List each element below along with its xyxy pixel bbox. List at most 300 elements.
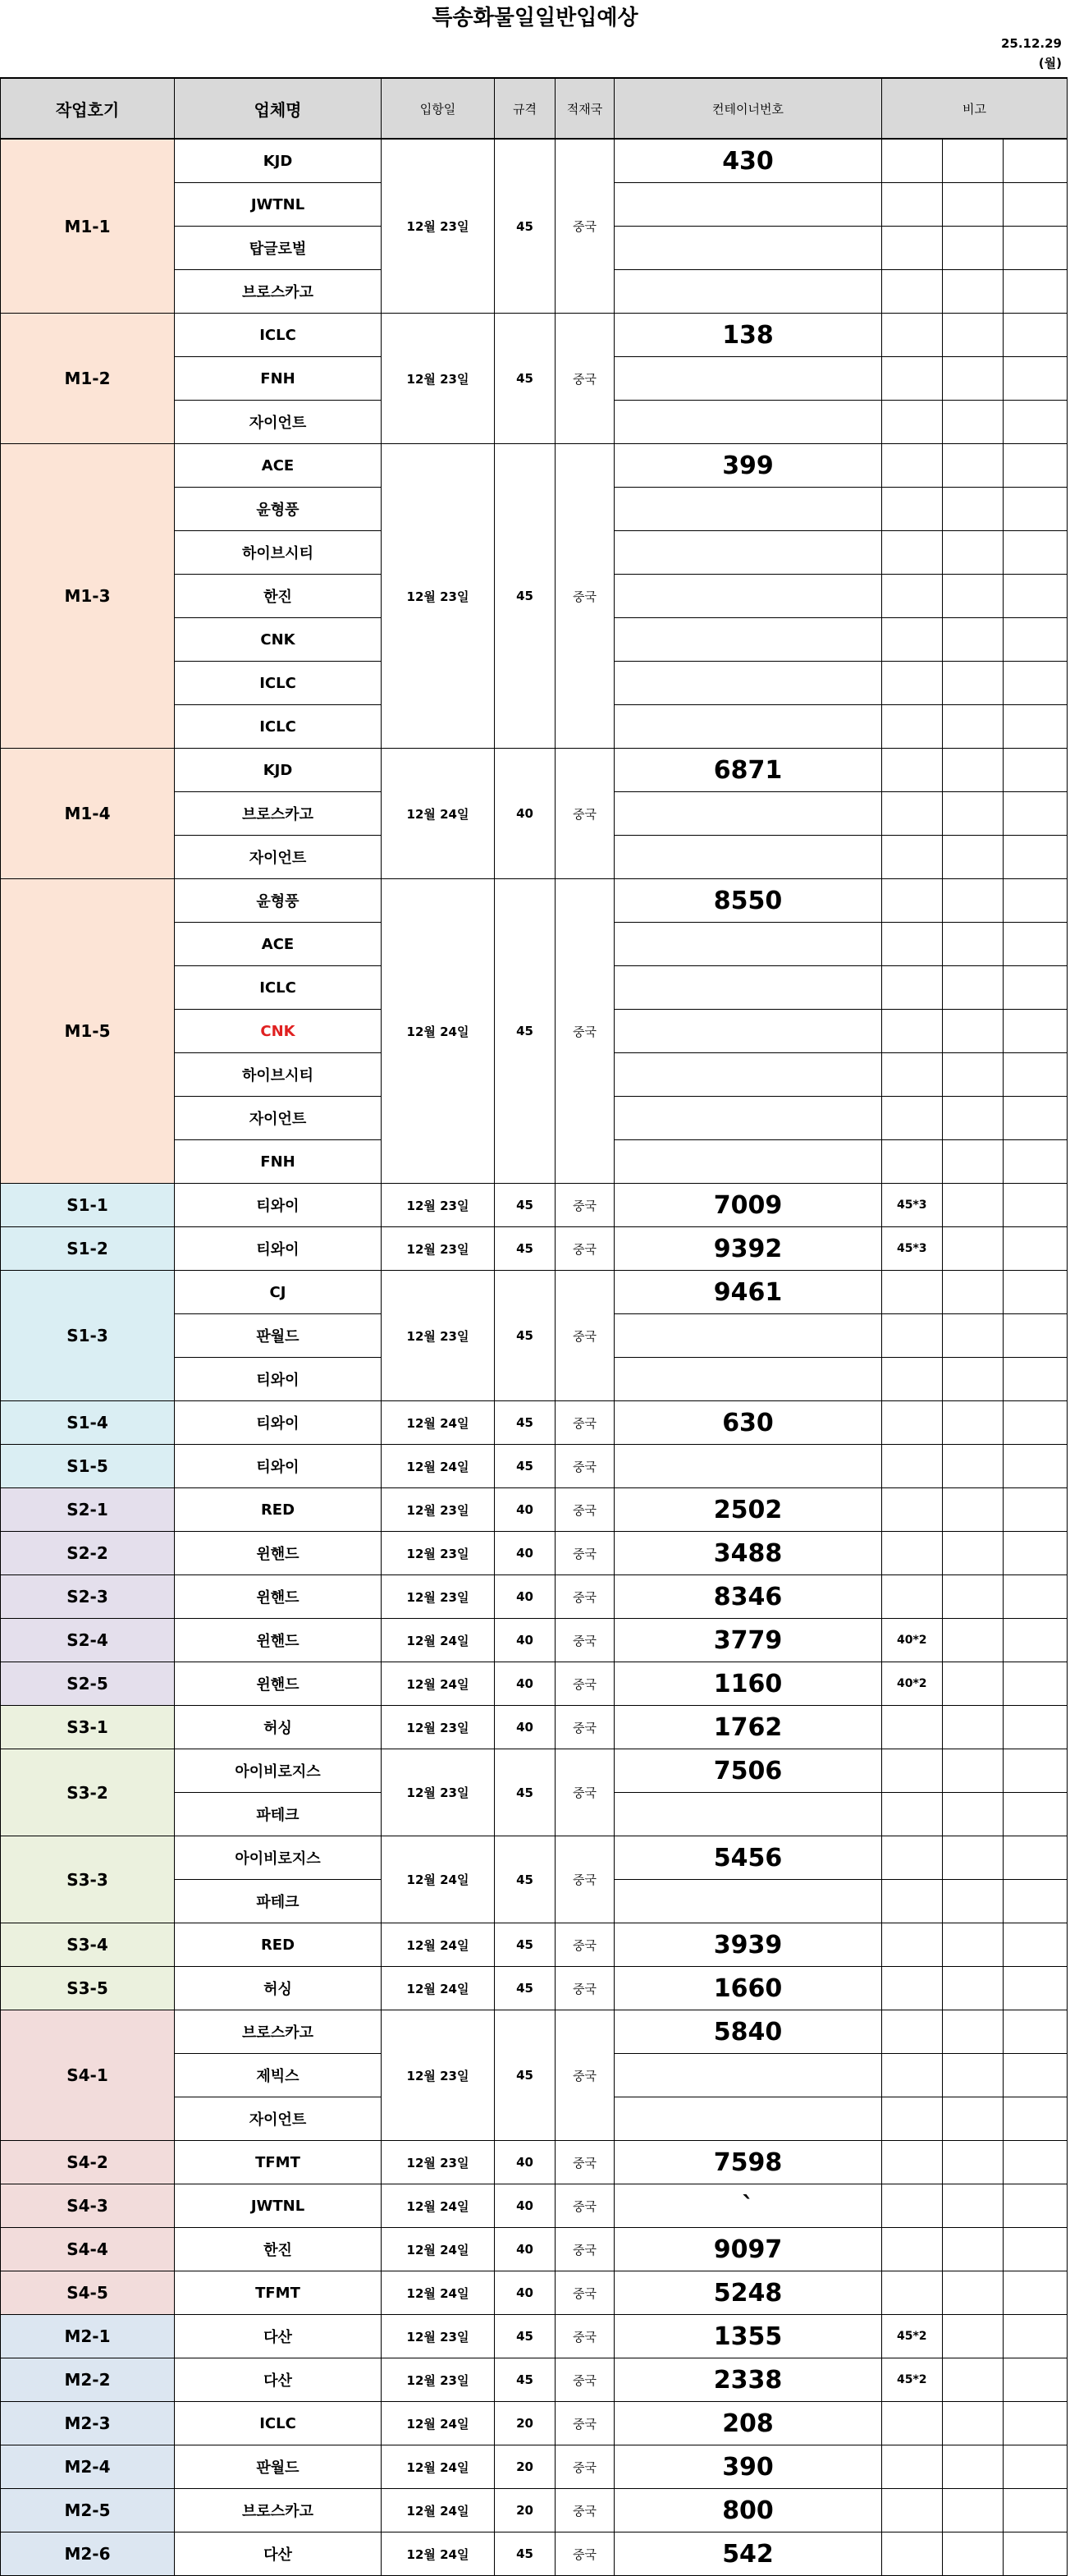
country-cell: 중국 — [556, 1706, 615, 1749]
remark-cell-2 — [943, 1923, 1004, 1967]
size-cell: 45 — [495, 2010, 556, 2141]
company-cell: ACE — [175, 923, 382, 966]
size-cell: 45 — [495, 314, 556, 444]
container-number-cell — [615, 836, 882, 879]
company-cell: 파테크 — [175, 1880, 382, 1923]
remark-cell — [882, 1358, 943, 1401]
header-remarks: 비고 — [882, 78, 1068, 139]
work-unit-cell: S4-2 — [1, 2141, 175, 2184]
remark-cell-3 — [1004, 1053, 1068, 1097]
table-row — [1, 2532, 1068, 2576]
remark-cell-3 — [1004, 1010, 1068, 1053]
company-cell: CNK — [175, 618, 382, 662]
company-cell: FNH — [175, 1140, 382, 1184]
table-row — [1, 314, 1068, 357]
remark-cell — [882, 836, 943, 879]
work-unit-cell: S3-3 — [1, 1836, 175, 1923]
remark-cell — [882, 444, 943, 488]
remark-cell-2 — [943, 2010, 1004, 2054]
arrival-date-cell: 12월 24일 — [382, 879, 495, 1184]
company-cell: 허싱 — [175, 1967, 382, 2010]
company-cell: FNH — [175, 357, 382, 401]
container-number-cell — [615, 183, 882, 227]
remark-cell-3 — [1004, 749, 1068, 792]
size-cell: 45 — [495, 2315, 556, 2358]
remark-cell-3 — [1004, 139, 1068, 183]
container-number-cell — [615, 792, 882, 836]
arrival-date-cell: 12월 24일 — [382, 2271, 495, 2315]
container-number-cell — [615, 1053, 882, 1097]
remark-cell — [882, 792, 943, 836]
container-number-cell: 399 — [615, 444, 882, 488]
remark-cell — [882, 531, 943, 575]
company-cell: JWTNL — [175, 183, 382, 227]
size-cell: 45 — [495, 444, 556, 749]
remark-cell-2 — [943, 1662, 1004, 1706]
remark-cell — [882, 488, 943, 531]
work-unit-cell: M2-2 — [1, 2358, 175, 2402]
work-unit-cell: S1-2 — [1, 1227, 175, 1271]
remark-cell-2 — [943, 1314, 1004, 1358]
country-cell: 중국 — [556, 879, 615, 1184]
work-unit-cell: M1-3 — [1, 444, 175, 749]
company-cell: 파테크 — [175, 1793, 382, 1836]
remark-cell-3 — [1004, 618, 1068, 662]
remark-cell-3 — [1004, 1619, 1068, 1662]
arrival-date-cell: 12월 23일 — [382, 1706, 495, 1749]
remark-cell — [882, 314, 943, 357]
arrival-date-cell: 12월 24일 — [382, 1967, 495, 2010]
table-row — [1, 2141, 1068, 2184]
remark-cell-3 — [1004, 2228, 1068, 2271]
remark-cell-3 — [1004, 183, 1068, 227]
container-number-cell: 138 — [615, 314, 882, 357]
country-cell: 중국 — [556, 444, 615, 749]
company-cell: 자이언트 — [175, 1097, 382, 1140]
country-cell: 중국 — [556, 2271, 615, 2315]
remark-cell-3 — [1004, 357, 1068, 401]
container-number-cell — [615, 662, 882, 705]
header-size: 규격 — [495, 78, 556, 139]
work-unit-cell: S3-5 — [1, 1967, 175, 2010]
remark-cell — [882, 662, 943, 705]
country-cell: 중국 — [556, 1749, 615, 1836]
company-cell: 브로스카고 — [175, 270, 382, 314]
arrival-date-cell: 12월 23일 — [382, 139, 495, 314]
company-cell: 자이언트 — [175, 836, 382, 879]
container-number-cell — [615, 1010, 882, 1053]
remark-cell-3 — [1004, 1749, 1068, 1793]
container-number-cell — [615, 575, 882, 618]
work-unit-cell: S2-3 — [1, 1575, 175, 1619]
table-row — [1, 139, 1068, 183]
container-number-cell: 9392 — [615, 1227, 882, 1271]
arrival-date-cell: 12월 24일 — [382, 749, 495, 879]
size-cell: 20 — [495, 2402, 556, 2445]
container-number-cell — [615, 357, 882, 401]
table-row — [1, 1271, 1068, 1314]
table-row — [1, 444, 1068, 488]
remark-cell-3 — [1004, 227, 1068, 270]
country-cell: 중국 — [556, 2402, 615, 2445]
company-cell: 아이비로지스 — [175, 1749, 382, 1793]
remark-cell-2 — [943, 2271, 1004, 2315]
arrival-date-cell: 12월 23일 — [382, 444, 495, 749]
size-cell: 45 — [495, 879, 556, 1184]
company-cell: RED — [175, 1923, 382, 1967]
size-cell: 20 — [495, 2489, 556, 2532]
container-number-cell — [615, 531, 882, 575]
container-number-cell: 7506 — [615, 1749, 882, 1793]
remark-cell-2 — [943, 139, 1004, 183]
remark-cell — [882, 1706, 943, 1749]
remark-cell: 45*2 — [882, 2315, 943, 2358]
remark-cell-3 — [1004, 2402, 1068, 2445]
remark-cell-2 — [943, 1184, 1004, 1227]
remark-cell-2 — [943, 2097, 1004, 2141]
size-cell: 40 — [495, 749, 556, 879]
arrival-date-cell: 12월 24일 — [382, 1619, 495, 1662]
work-unit-cell: S2-1 — [1, 1488, 175, 1532]
remark-cell-3 — [1004, 2489, 1068, 2532]
remark-cell — [882, 879, 943, 923]
remark-cell-2 — [943, 488, 1004, 531]
remark-cell — [882, 2054, 943, 2097]
work-unit-cell: M2-5 — [1, 2489, 175, 2532]
company-cell: 윈핸드 — [175, 1662, 382, 1706]
work-unit-cell: S2-2 — [1, 1532, 175, 1575]
country-cell: 중국 — [556, 2532, 615, 2576]
report-date: 25.12.29 — [1000, 36, 1062, 51]
remark-cell — [882, 139, 943, 183]
remark-cell — [882, 618, 943, 662]
remark-cell — [882, 1923, 943, 1967]
company-cell: ICLC — [175, 2402, 382, 2445]
table-row — [1, 1488, 1068, 1532]
company-cell: 윈핸드 — [175, 1575, 382, 1619]
remark-cell-2 — [943, 792, 1004, 836]
remark-cell-3 — [1004, 1836, 1068, 1880]
container-number-cell — [615, 1358, 882, 1401]
arrival-table — [0, 77, 1068, 2576]
remark-cell-2 — [943, 1749, 1004, 1793]
company-cell: 브로스카고 — [175, 792, 382, 836]
country-cell: 중국 — [556, 1271, 615, 1401]
remark-cell-3 — [1004, 444, 1068, 488]
table-row — [1, 1923, 1068, 1967]
arrival-date-cell: 12월 24일 — [382, 1836, 495, 1923]
container-number-cell: 1762 — [615, 1706, 882, 1749]
country-cell: 중국 — [556, 2489, 615, 2532]
arrival-date-cell: 12월 24일 — [382, 2532, 495, 2576]
size-cell: 45 — [495, 1184, 556, 1227]
arrival-date-cell: 12월 23일 — [382, 1227, 495, 1271]
container-number-cell: 390 — [615, 2445, 882, 2489]
table-row — [1, 1227, 1068, 1271]
remark-cell-3 — [1004, 1097, 1068, 1140]
remark-cell — [882, 1488, 943, 1532]
size-cell: 45 — [495, 1401, 556, 1445]
table-row — [1, 749, 1068, 792]
remark-cell-2 — [943, 1836, 1004, 1880]
arrival-date-cell: 12월 24일 — [382, 1445, 495, 1488]
remark-cell — [882, 2141, 943, 2184]
remark-cell-2 — [943, 2532, 1004, 2576]
remark-cell-2 — [943, 575, 1004, 618]
remark-cell — [882, 1140, 943, 1184]
company-cell: 하이브시티 — [175, 1053, 382, 1097]
work-unit-cell: M1-4 — [1, 749, 175, 879]
size-cell: 45 — [495, 1271, 556, 1401]
container-number-cell: 2338 — [615, 2358, 882, 2402]
company-cell: KJD — [175, 139, 382, 183]
remark-cell-2 — [943, 2184, 1004, 2228]
container-number-cell — [615, 270, 882, 314]
remark-cell-3 — [1004, 1140, 1068, 1184]
remark-cell-2 — [943, 1053, 1004, 1097]
remark-cell — [882, 1314, 943, 1358]
container-number-cell: 5456 — [615, 1836, 882, 1880]
table-row — [1, 1445, 1068, 1488]
remark-cell-3 — [1004, 1227, 1068, 1271]
country-cell: 중국 — [556, 2315, 615, 2358]
work-unit-cell: S2-4 — [1, 1619, 175, 1662]
remark-cell-3 — [1004, 2358, 1068, 2402]
country-cell: 중국 — [556, 1967, 615, 2010]
arrival-date-cell: 12월 24일 — [382, 2445, 495, 2489]
container-number-cell — [615, 2097, 882, 2141]
remark-cell — [882, 966, 943, 1010]
remark-cell-3 — [1004, 2315, 1068, 2358]
size-cell: 45 — [495, 2532, 556, 2576]
size-cell: 40 — [495, 1706, 556, 1749]
remark-cell-2 — [943, 1967, 1004, 2010]
container-number-cell: 8346 — [615, 1575, 882, 1619]
arrival-date-cell: 12월 23일 — [382, 1184, 495, 1227]
size-cell: 45 — [495, 1923, 556, 1967]
company-cell: 탑글로벌 — [175, 227, 382, 270]
table-row — [1, 2402, 1068, 2445]
remark-cell — [882, 1401, 943, 1445]
country-cell: 중국 — [556, 1488, 615, 1532]
remark-cell-3 — [1004, 662, 1068, 705]
country-cell: 중국 — [556, 1575, 615, 1619]
table-row — [1, 2489, 1068, 2532]
remark-cell-3 — [1004, 1706, 1068, 1749]
arrival-date-cell: 12월 24일 — [382, 2402, 495, 2445]
container-number-cell: 800 — [615, 2489, 882, 2532]
remark-cell-2 — [943, 923, 1004, 966]
company-cell: 자이언트 — [175, 2097, 382, 2141]
company-cell: ICLC — [175, 705, 382, 749]
work-unit-cell: S1-5 — [1, 1445, 175, 1488]
company-cell: CJ — [175, 1271, 382, 1314]
remark-cell-3 — [1004, 1532, 1068, 1575]
country-cell: 중국 — [556, 2358, 615, 2402]
work-unit-cell: S4-4 — [1, 2228, 175, 2271]
remark-cell-3 — [1004, 2097, 1068, 2141]
table-row — [1, 1967, 1068, 2010]
remark-cell-2 — [943, 314, 1004, 357]
remark-cell — [882, 575, 943, 618]
remark-cell-2 — [943, 1880, 1004, 1923]
container-number-cell: 630 — [615, 1401, 882, 1445]
remark-cell-2 — [943, 2141, 1004, 2184]
remark-cell-2 — [943, 1793, 1004, 1836]
container-number-cell: 9461 — [615, 1271, 882, 1314]
header-container-no: 컨테이너번호 — [615, 78, 882, 139]
remark-cell-3 — [1004, 1358, 1068, 1401]
container-number-cell — [615, 923, 882, 966]
remark-cell — [882, 183, 943, 227]
work-unit-cell: S4-5 — [1, 2271, 175, 2315]
remark-cell — [882, 357, 943, 401]
country-cell: 중국 — [556, 2184, 615, 2228]
table-row — [1, 2358, 1068, 2402]
remark-cell-2 — [943, 2228, 1004, 2271]
country-cell: 중국 — [556, 1619, 615, 1662]
remark-cell-2 — [943, 1358, 1004, 1401]
remark-cell-2 — [943, 531, 1004, 575]
container-number-cell — [615, 1445, 882, 1488]
remark-cell-3 — [1004, 1575, 1068, 1619]
remark-cell — [882, 2402, 943, 2445]
company-cell: 브로스카고 — [175, 2489, 382, 2532]
country-cell: 중국 — [556, 2445, 615, 2489]
remark-cell-3 — [1004, 1184, 1068, 1227]
arrival-date-cell: 12월 23일 — [382, 2010, 495, 2141]
arrival-date-cell: 12월 23일 — [382, 2141, 495, 2184]
remark-cell-2 — [943, 401, 1004, 444]
company-cell: ACE — [175, 444, 382, 488]
remark-cell-3 — [1004, 1401, 1068, 1445]
remark-cell-3 — [1004, 1445, 1068, 1488]
country-cell: 중국 — [556, 2228, 615, 2271]
country-cell: 중국 — [556, 2141, 615, 2184]
remark-cell-2 — [943, 966, 1004, 1010]
table-row — [1, 2010, 1068, 2054]
remark-cell-3 — [1004, 792, 1068, 836]
country-cell: 중국 — [556, 1532, 615, 1575]
container-number-cell: 430 — [615, 139, 882, 183]
remark-cell — [882, 1445, 943, 1488]
remark-cell-2 — [943, 2489, 1004, 2532]
company-cell: 윤형풍 — [175, 488, 382, 531]
container-number-cell: 7009 — [615, 1184, 882, 1227]
container-number-cell — [615, 705, 882, 749]
container-number-cell: 5840 — [615, 2010, 882, 2054]
remark-cell-2 — [943, 1010, 1004, 1053]
remark-cell-3 — [1004, 488, 1068, 531]
company-cell: 아이비로지스 — [175, 1836, 382, 1880]
remark-cell-3 — [1004, 1880, 1068, 1923]
company-cell: 다산 — [175, 2532, 382, 2576]
table-row — [1, 1749, 1068, 1793]
remark-cell-3 — [1004, 1488, 1068, 1532]
remark-cell-3 — [1004, 1271, 1068, 1314]
arrival-date-cell: 12월 24일 — [382, 2184, 495, 2228]
remark-cell: 45*2 — [882, 2358, 943, 2402]
container-number-cell: 6871 — [615, 749, 882, 792]
remark-cell — [882, 401, 943, 444]
company-cell: 윤형풍 — [175, 879, 382, 923]
company-cell: ICLC — [175, 662, 382, 705]
remark-cell — [882, 2489, 943, 2532]
country-cell: 중국 — [556, 314, 615, 444]
remark-cell — [882, 1271, 943, 1314]
remark-cell — [882, 923, 943, 966]
remark-cell-2 — [943, 1271, 1004, 1314]
container-number-cell: ` — [615, 2184, 882, 2228]
company-cell: 티와이 — [175, 1401, 382, 1445]
size-cell: 40 — [495, 1619, 556, 1662]
remark-cell-3 — [1004, 531, 1068, 575]
header-work-unit: 작업호기 — [1, 78, 175, 139]
remark-cell-2 — [943, 2358, 1004, 2402]
company-cell: 브로스카고 — [175, 2010, 382, 2054]
remark-cell-2 — [943, 444, 1004, 488]
remark-cell-2 — [943, 879, 1004, 923]
container-number-cell: 8550 — [615, 879, 882, 923]
container-number-cell — [615, 966, 882, 1010]
company-cell: 제빅스 — [175, 2054, 382, 2097]
remark-cell — [882, 2271, 943, 2315]
remark-cell-2 — [943, 1488, 1004, 1532]
header-country: 적재국 — [556, 78, 615, 139]
remark-cell-2 — [943, 2315, 1004, 2358]
table-row — [1, 1706, 1068, 1749]
remark-cell-3 — [1004, 575, 1068, 618]
remark-cell: 40*2 — [882, 1619, 943, 1662]
remark-cell-3 — [1004, 2184, 1068, 2228]
remark-cell-3 — [1004, 1662, 1068, 1706]
work-unit-cell: M2-4 — [1, 2445, 175, 2489]
company-cell: KJD — [175, 749, 382, 792]
work-unit-cell: S3-2 — [1, 1749, 175, 1836]
size-cell: 40 — [495, 1532, 556, 1575]
arrival-date-cell: 12월 23일 — [382, 314, 495, 444]
remark-cell-2 — [943, 1227, 1004, 1271]
work-unit-cell: M1-1 — [1, 139, 175, 314]
remark-cell — [882, 270, 943, 314]
container-number-cell: 1355 — [615, 2315, 882, 2358]
table-row — [1, 2315, 1068, 2358]
page-title: 특송화물일일반입예상 — [432, 6, 638, 30]
remark-cell — [882, 749, 943, 792]
container-number-cell: 1660 — [615, 1967, 882, 2010]
size-cell: 40 — [495, 1488, 556, 1532]
company-cell: ICLC — [175, 314, 382, 357]
company-cell: 판월드 — [175, 2445, 382, 2489]
company-cell: ICLC — [175, 966, 382, 1010]
arrival-date-cell: 12월 24일 — [382, 1923, 495, 1967]
remark-cell — [882, 1793, 943, 1836]
remark-cell-2 — [943, 270, 1004, 314]
remark-cell — [882, 1532, 943, 1575]
work-unit-cell: S4-3 — [1, 2184, 175, 2228]
company-cell: TFMT — [175, 2271, 382, 2315]
container-number-cell — [615, 2054, 882, 2097]
remark-cell-2 — [943, 1445, 1004, 1488]
company-cell: 다산 — [175, 2315, 382, 2358]
remark-cell-3 — [1004, 2532, 1068, 2576]
country-cell: 중국 — [556, 1662, 615, 1706]
container-number-cell: 3779 — [615, 1619, 882, 1662]
header-arrival-date: 입항일 — [382, 78, 495, 139]
table-row — [1, 1401, 1068, 1445]
table-row — [1, 1836, 1068, 1880]
arrival-date-cell: 12월 23일 — [382, 1271, 495, 1401]
